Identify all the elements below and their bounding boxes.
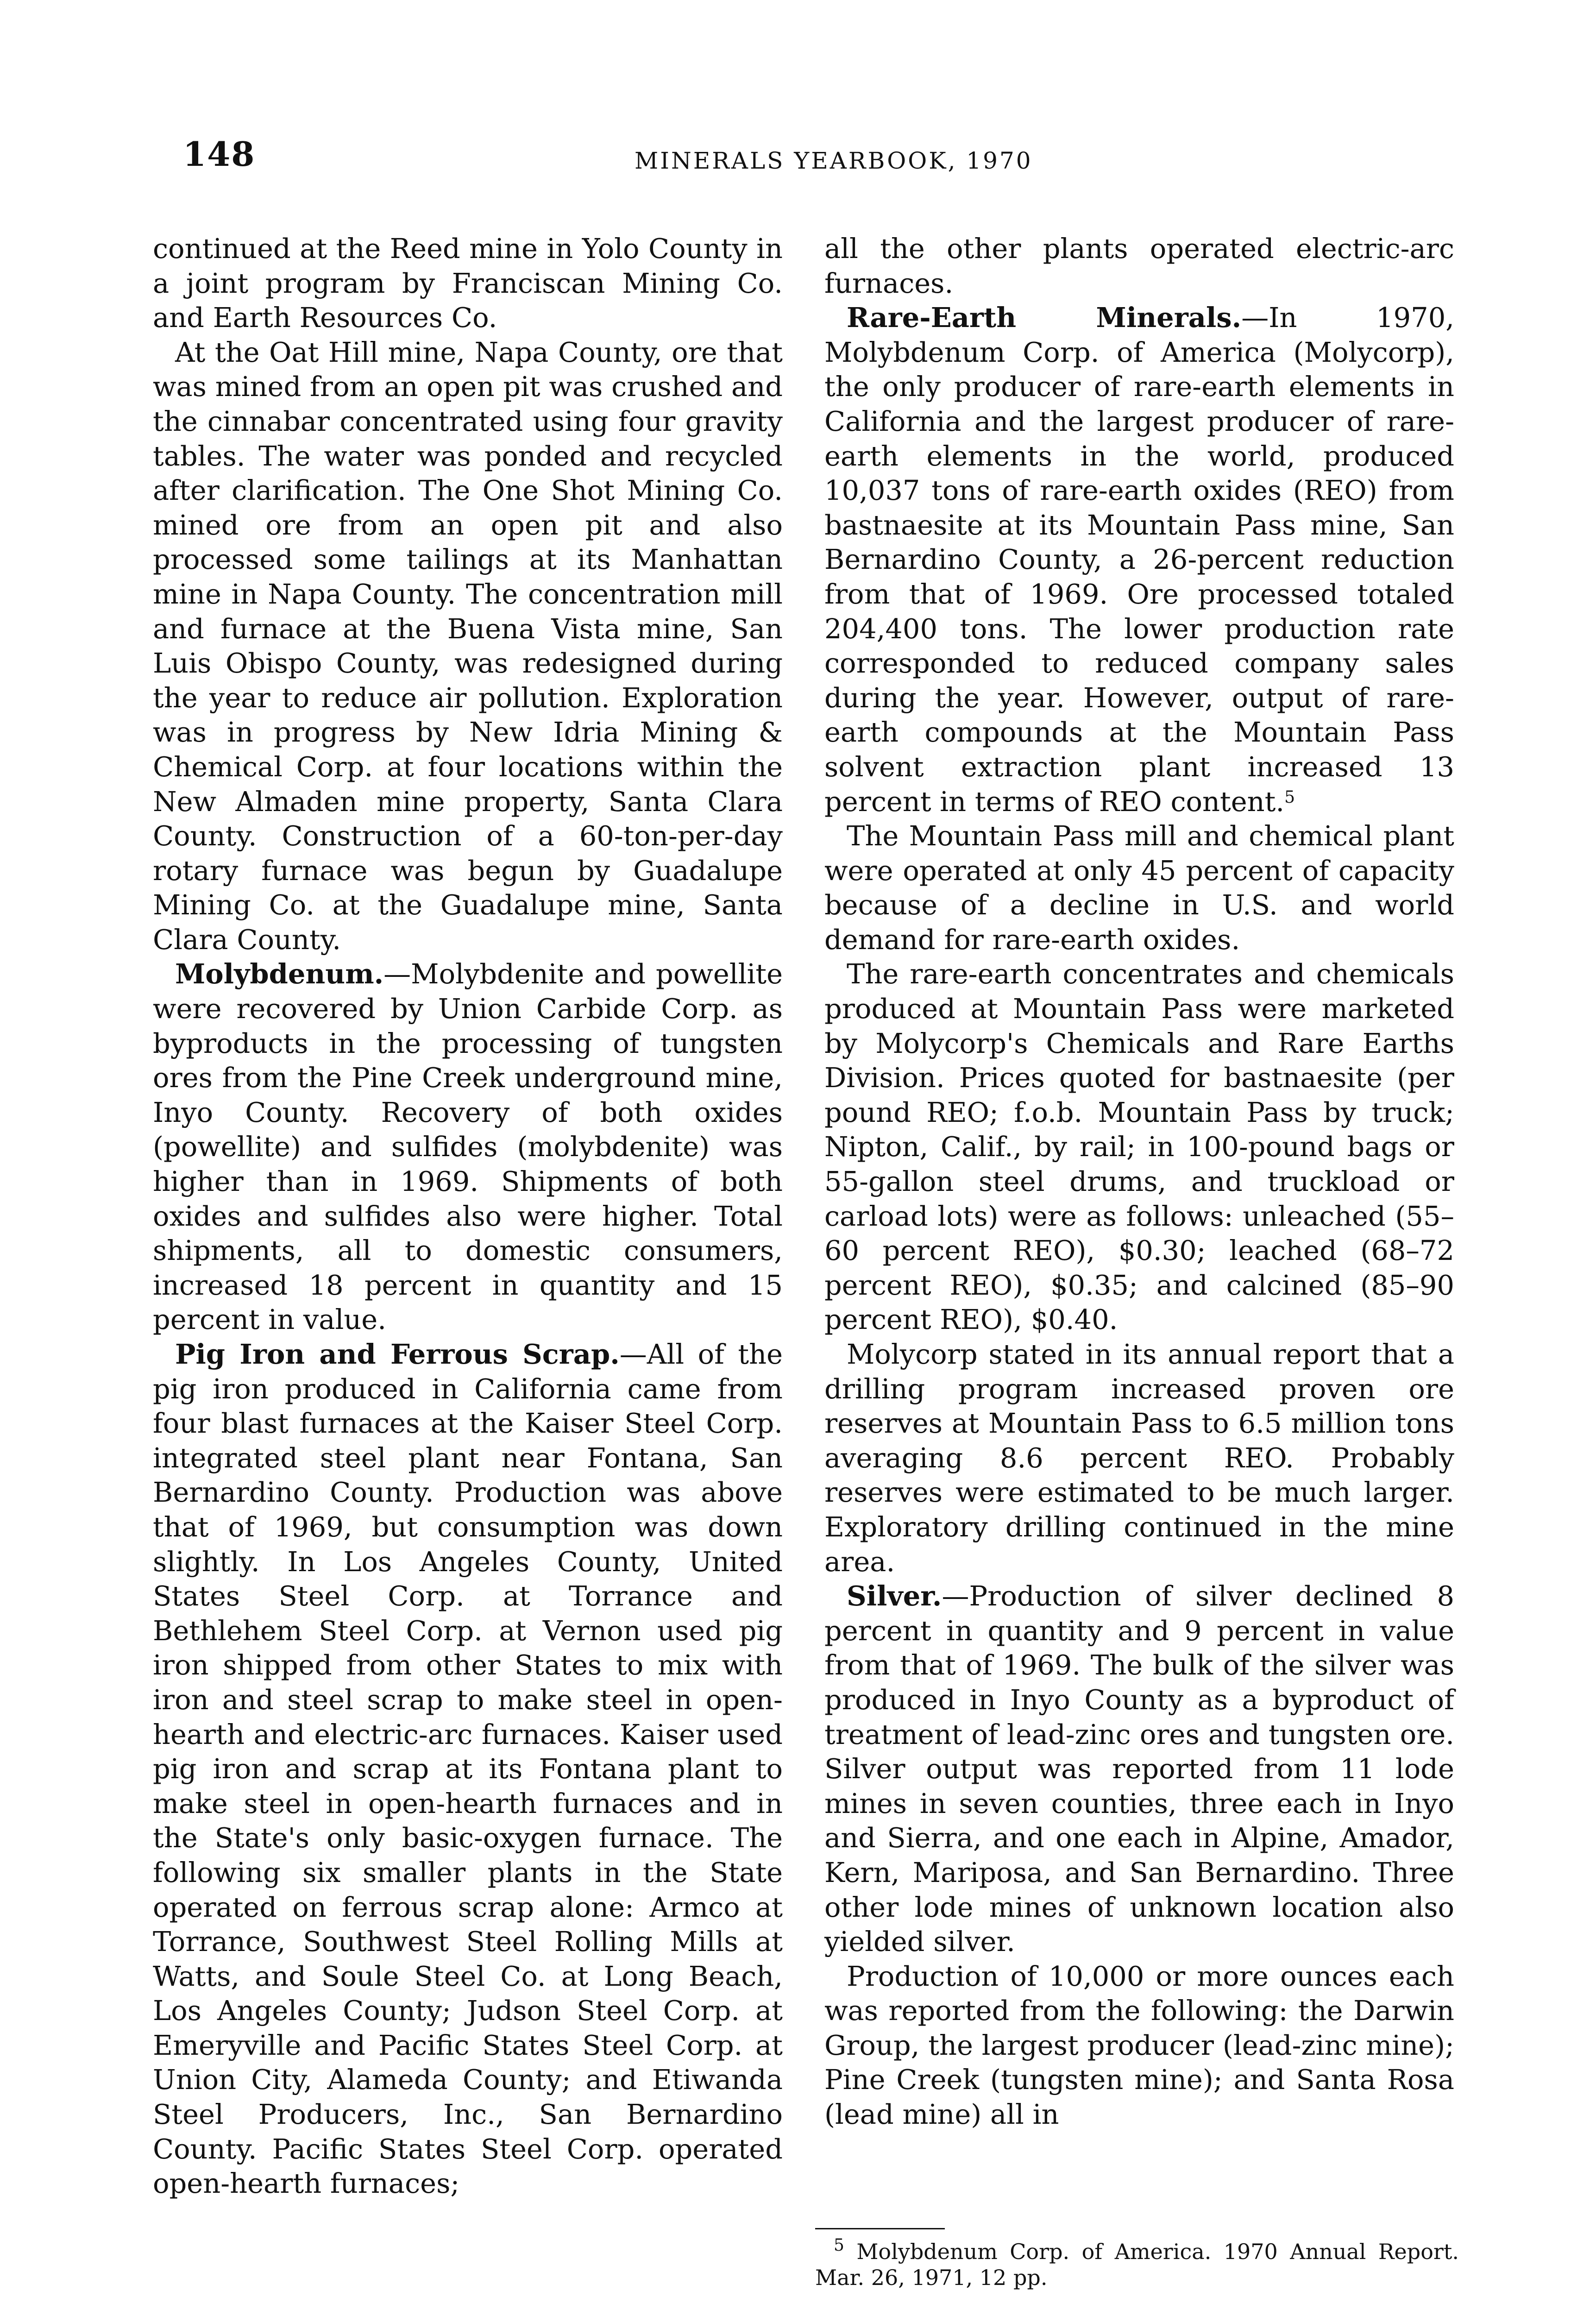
molybdenum-text: —Molybdenite and powellite were recovered by Union Carbide Corp. as byproducts in the processing of tungsten ores from the Pine Creek underground mine, Inyo County. Recovery of both oxides (powellite) and sulfides (molybdenite) was higher than in 1969. Shipments of both oxides and sulfides also were higher. Total shipments, all to domestic consumers, increased 18 percent in quantity and 15 percent in value.	[153, 958, 783, 1336]
silver-text: —Production of silver declined 8 percent in quantity and 9 percent in value from that of 1969. The bulk of the silver was produced in Inyo County as a byproduct of treatment of lead-zinc ores and tungsten ore. Silver output was reported from 11 lode mines in seven counties, three each in Inyo and Sierra, and one each in Alpine, Amador, Kern, Mariposa, and San Bernardino. Three other lode mines of unknown location also yielded silver.	[824, 1580, 1454, 1958]
paragraph-silver-producers: Production of 10,000 or more ounces each was reported from the following: the Darwin Group, the largest producer (lead-zinc mine); Pine Creek (tungsten mine); and Santa Rosa (lead mine) all in	[824, 1960, 1454, 2131]
running-head	[0, 0, 1596, 195]
paragraph-rare-earth	[824, 301, 1454, 819]
footnote-reference: 5	[1284, 787, 1295, 807]
left-column	[153, 232, 783, 2201]
silver-heading: Silver.	[847, 1580, 942, 1612]
paragraph-marketing-prices: The rare-earth concentrates and chemicals produced at Mountain Pass were marketed by Molycorp's Chemicals and Rare Earths Division. Prices quoted for bastnaesite (per pound REO; f.o.b. Mountain Pass by truck; Nipton, Calif., by rail; in 100-pound bags or 55-gallon steel drums, and truckload or carload lots) were as follows: unleached (55–60 percent REO), $0.30; leached (68–72 percent REO), $0.35; and calcined (85–90 percent REO), $0.40.	[824, 958, 1454, 1336]
footnote	[815, 2236, 1459, 2291]
paragraph-reserves: Molycorp stated in its annual report that a drilling program increased proven ore reserves at Mountain Pass to 6.5 million tons averaging 8.6 percent REO. Probably reserves were estimated to be much larger. Exploratory drilling continued in the mine area.	[824, 1338, 1454, 1578]
paragraph-mountain-pass-mill: The Mountain Pass mill and chemical plant were operated at only 45 percent of capacity because of a decline in U.S. and world demand for rare-earth oxides.	[824, 820, 1454, 956]
molybdenum-heading: Molybdenum.	[175, 958, 384, 990]
footnote-divider	[815, 2228, 945, 2229]
footnote-text: Molybdenum Corp. of America. 1970 Annual Report. Mar. 26, 1971, 12 pp.	[815, 2239, 1459, 2290]
running-title: MINERALS YEARBOOK, 1970	[635, 147, 1033, 174]
rare-earth-heading: Rare-Earth Minerals.	[847, 302, 1242, 334]
paragraph-silver	[824, 1579, 1454, 1959]
right-column	[824, 232, 1454, 2132]
paragraph-molybdenum	[153, 957, 783, 1337]
footnote-number: 5	[834, 2236, 844, 2255]
footnotes	[815, 2228, 1459, 2291]
page-number: 148	[183, 134, 256, 174]
rare-earth-text: —In 1970, Molybdenum Corp. of America (Molycorp), the only producer of rare-earth elements in California and the largest producer of rare-earth elements in the world, produced 10,037 tons of rare-earth oxides (REO) from bastnaesite at its Mountain Pass mine, San Bernardino County, a 26-percent reduction from that of 1969. Ore processed totaled 204,400 tons. The lower production rate corresponded to reduced company sales during the year. However, output of rare-earth compounds at the Mountain Pass solvent extraction plant increased 13 percent in terms of REO content.	[824, 302, 1454, 818]
paragraph-oat-hill: At the Oat Hill mine, Napa County, ore that was mined from an open pit was crushed and the cinnabar concentrated using four gravity tables. The water was ponded and recycled after clarification. The One Shot Mining Co. mined ore from an open pit and also processed some tailings at its Manhattan mine in Napa County. The concentration mill and furnace at the Buena Vista mine, San Luis Obispo County, was redesigned during the year to reduce air pollution. Exploration was in progress by New Idria Mining & Chemical Corp. at four locations within the New Almaden mine property, Santa Clara County. Construction of a 60-ton-per-day rotary furnace was begun by Guadalupe Mining Co. at the Guadalupe mine, Santa Clara County.	[153, 336, 783, 956]
pig-iron-heading: Pig Iron and Ferrous Scrap.	[175, 1338, 620, 1370]
paragraph-furnaces-continued: all the other plants operated electric-arc furnaces.	[824, 233, 1454, 299]
paragraph-pig-iron	[153, 1337, 783, 2201]
paragraph-mercury-continued: continued at the Reed mine in Yolo County in a joint program by Franciscan Mining Co. and Earth Resources Co.	[153, 233, 783, 334]
pig-iron-text: —All of the pig iron produced in California came from four blast furnaces at the Kaiser Steel Corp. integrated steel plant near Fontana, San Bernardino County. Production was above that of 1969, but consumption was down slightly. In Los Angeles County, United States Steel Corp. at Torrance and Bethlehem Steel Corp. at Vernon used pig iron shipped from other States to mix with iron and steel scrap to make steel in open-hearth and electric-arc furnaces. Kaiser used pig iron and scrap at its Fontana plant to make steel in open-hearth furnaces and in the State's only basic-oxygen furnace. The following six smaller plants in the State operated on ferrous scrap alone: Armco at Torrance, Southwest Steel Rolling Mills at Watts, and Soule Steel Co. at Long Beach, Los Angeles County; Judson Steel Corp. at Emeryville and Pacific States Steel Corp. at Union City, Alameda County; and Etiwanda Steel Producers, Inc., San Bernardino County. Pacific States Steel Corp. operated open-hearth furnaces;	[153, 1338, 783, 2200]
